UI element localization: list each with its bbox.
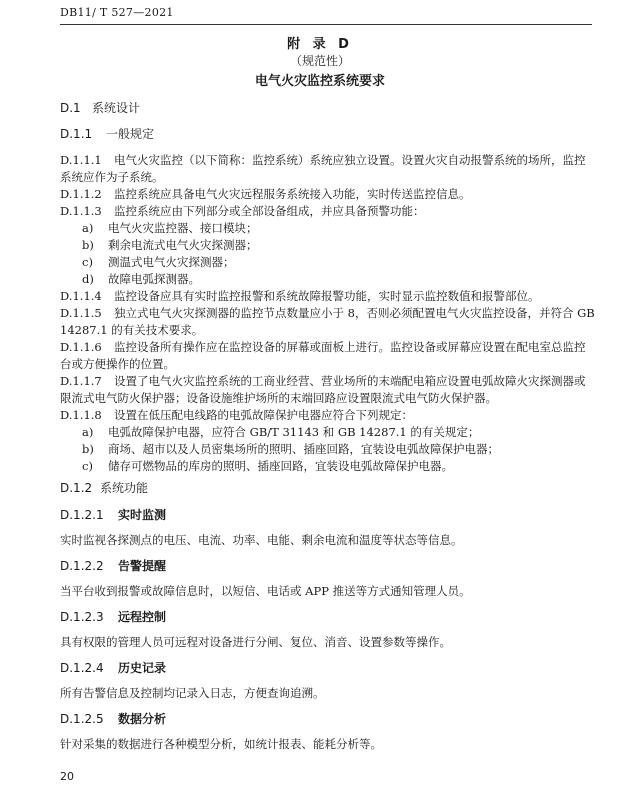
clause-title: 数据分析 <box>118 712 167 726</box>
appendix-title: 附 录 D <box>287 37 353 52</box>
clause-line <box>60 186 471 202</box>
clause-title: 远程控制 <box>118 610 167 624</box>
clause-line <box>60 288 540 304</box>
clause-number: D.1.1.3 <box>60 204 102 218</box>
clause-body: 针对采集的数据进行各种模型分析，如统计报表、能耗分析等。 <box>60 737 382 751</box>
clause-text: 设置了电气火灾监控系统的工商业经营、营业场所的末端配电箱应设置电弧故障火灾探测器或 <box>114 374 586 388</box>
clause-text: 监控系统应具备电气火灾远程服务系统接入功能，实时传送监控信息。 <box>114 187 471 201</box>
clause-text: 独立式电气火灾探测器的监控节点数量应小于 8，否则必须配置电气火灾监控设备，并符合 GB <box>114 306 595 320</box>
list-item <box>82 220 258 236</box>
appendix-type: （规范性） <box>289 54 350 68</box>
clause-text: 监控设备所有操作应在监控设备的屏幕或面板上进行。监控设备或屏幕应设置在配电室总监控 <box>114 340 586 354</box>
list-letter: c) <box>82 459 93 473</box>
clause-title: 历史记录 <box>118 661 167 675</box>
clause-line <box>60 373 586 389</box>
list-letter: b) <box>82 442 94 456</box>
list-text: 剩余电流式电气火灾探测器； <box>108 238 258 252</box>
clause-number: D.1.1.7 <box>60 374 102 388</box>
subsection-number: D.1.1 <box>60 127 93 141</box>
clause-heading <box>60 507 166 523</box>
clause-line <box>60 305 595 321</box>
clause-continuation: 14287.1 的有关技术要求。 <box>60 323 204 337</box>
clause-heading <box>60 660 166 676</box>
list-text: 电弧故障保护电器，应符合 GB/T 31143 和 GB 14287.1 的有关规定； <box>108 425 480 439</box>
list-item <box>82 254 235 270</box>
clause-title: 告警提醒 <box>118 559 167 573</box>
clause-number: D.1.1.6 <box>60 340 102 354</box>
section-heading <box>60 100 140 116</box>
clause-body: 所有告警信息及控制均记录入日志，方便查询追溯。 <box>60 686 325 700</box>
list-item <box>82 441 499 457</box>
clause-number: D.1.1.5 <box>60 306 102 320</box>
subsection-title: 一般规定 <box>106 127 155 141</box>
clause-continuation: 限流式电气防火保护器；设备设施维护场所的末端回路应设置限流式电气防火保护器。 <box>60 391 497 405</box>
list-letter: c) <box>82 255 93 269</box>
list-text: 故障电弧探测器。 <box>108 272 200 286</box>
clause-line <box>60 203 425 219</box>
clause-title: 实时监测 <box>118 508 167 522</box>
clause-number: D.1.2.4 <box>60 661 104 675</box>
list-item <box>82 424 479 440</box>
list-item <box>82 458 453 474</box>
list-text: 储存可燃物品的库房的照明、插座回路，宜装设电弧故障保护电器。 <box>108 459 453 473</box>
clause-body: 当平台收到报警或故障信息时，以短信、电话或 APP 推送等方式通知管理人员。 <box>60 584 471 598</box>
subsection-heading <box>60 126 154 142</box>
list-text: 测温式电气火灾探测器； <box>108 255 235 269</box>
list-letter: b) <box>82 238 94 252</box>
subsection-title: 系统功能 <box>100 481 149 495</box>
clause-number: D.1.1.1 <box>60 153 102 167</box>
clause-number: D.1.1.8 <box>60 408 102 422</box>
clause-line <box>60 407 413 423</box>
section-number: D.1 <box>60 101 81 115</box>
clause-text: 电气火灾监控（以下简称：监控系统）系统应独立设置。设置火灾自动报警系统的场所，监控 <box>114 153 586 167</box>
clause-line <box>60 152 586 168</box>
list-letter: a) <box>82 221 94 235</box>
clause-number: D.1.2.5 <box>60 712 104 726</box>
list-letter: a) <box>82 425 94 439</box>
clause-text: 监控设备应具有实时监控报警和系统故障报警功能，实时显示监控数值和报警部位。 <box>114 289 540 303</box>
clause-heading <box>60 609 166 625</box>
list-text: 电气火灾监控器、接口模块； <box>108 221 258 235</box>
clause-heading <box>60 711 166 727</box>
clause-text: 设置在低压配电线路的电弧故障保护电器应符合下列规定： <box>114 408 413 422</box>
list-letter: d) <box>82 272 94 286</box>
clause-continuation: 系统应作为子系统。 <box>60 170 164 184</box>
list-text: 商场、超市以及人员密集场所的照明、插座回路，宜装设电弧故障保护电器； <box>108 442 499 456</box>
clause-number: D.1.1.2 <box>60 187 102 201</box>
subsection-number: D.1.2 <box>60 481 93 495</box>
clause-line <box>60 339 586 355</box>
clause-text: 监控系统应由下列部分或全部设备组成，并应具备预警功能： <box>114 204 425 218</box>
appendix-subtitle: 电气火灾监控系统要求 <box>254 74 385 89</box>
page-number: 20 <box>60 770 74 783</box>
clause-body: 具有权限的管理人员可远程对设备进行分闸、复位、消音、设置参数等操作。 <box>60 635 451 649</box>
list-item <box>82 237 258 253</box>
clause-body: 实时监视各探测点的电压、电流、功率、电能、剩余电流和温度等状态等信息。 <box>60 533 463 547</box>
clause-heading <box>60 558 166 574</box>
header-rule <box>60 24 592 25</box>
clause-number: D.1.2.3 <box>60 610 104 624</box>
clause-continuation: 台或方便操作的位置。 <box>60 357 175 371</box>
clause-number: D.1.2.1 <box>60 508 104 522</box>
list-item <box>82 271 200 287</box>
standard-code: DB11/ T 527—2021 <box>60 6 174 19</box>
section-title: 系统设计 <box>92 101 141 115</box>
clause-number: D.1.2.2 <box>60 559 104 573</box>
subsection-heading <box>60 480 148 496</box>
clause-number: D.1.1.4 <box>60 289 102 303</box>
